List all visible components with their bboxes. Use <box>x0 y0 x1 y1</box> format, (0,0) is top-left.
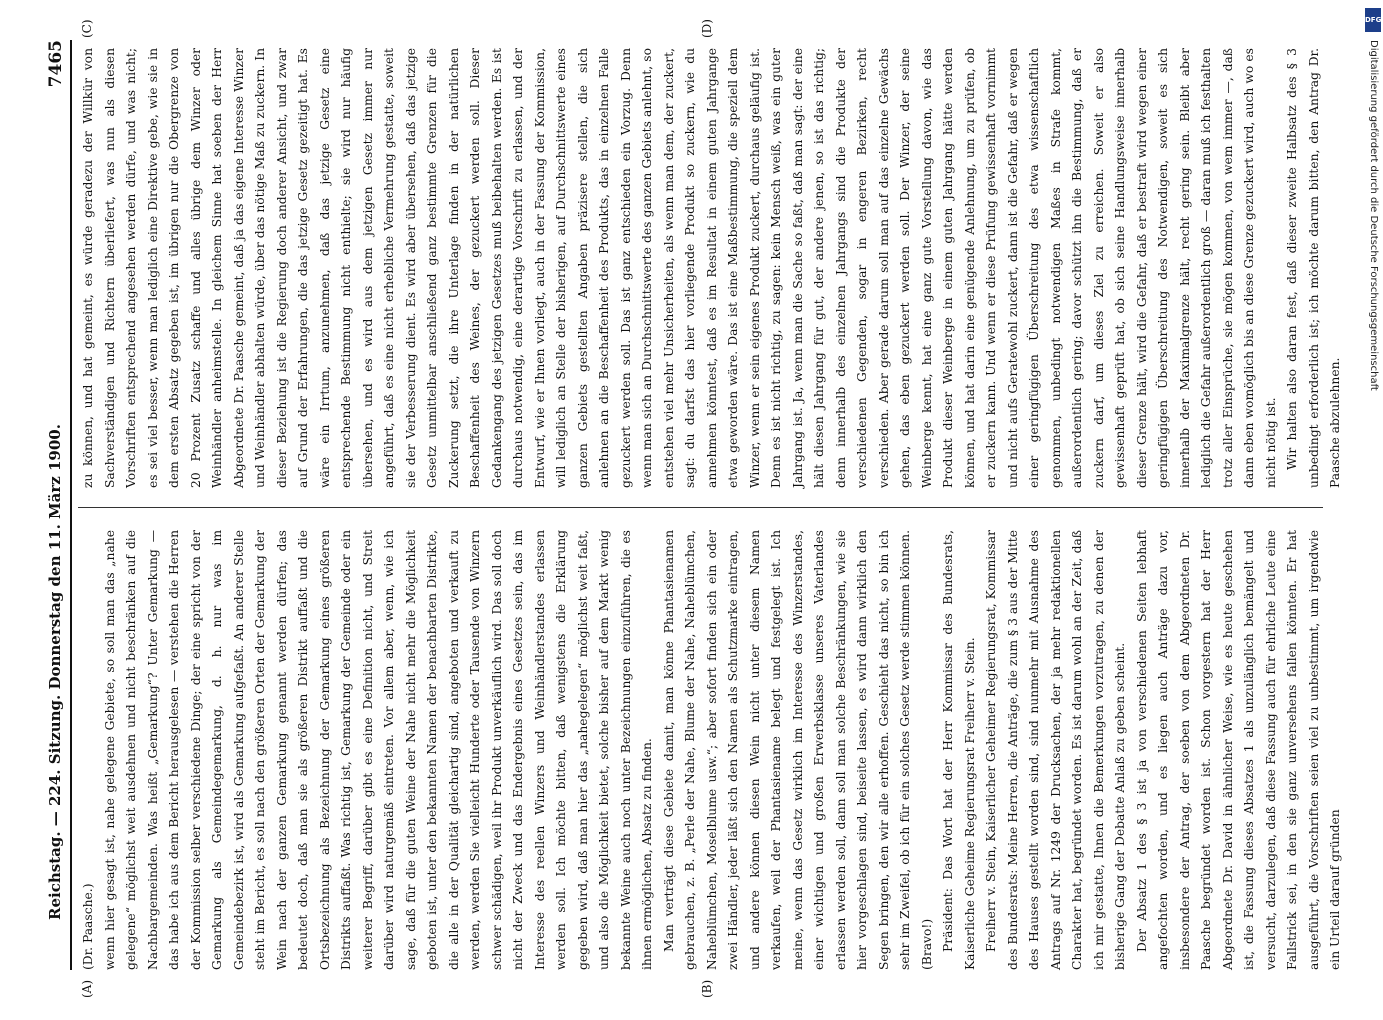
paragraph: wenn hier gesagt ist, nahe gelegene Gebiete, so soll man das „nahe gelegene“ möglichst weit ausdehnen und nicht beschränken auf die Nachbargemeinden. Was heißt „Gemarkung“? Unter Gemarkung — das habe ich aus dem Bericht herausgelesen — verstehen die Herren der Kommission selber verschiedene Dinge; der eine spricht von der Gemarkung als Gemeindegemarkung, d. h. nur was im Gemeindebezirk ist, wird als Gemarkung aufgefaßt. An anderer Stelle steht im Bericht, es soll nach den größeren Orten der Gemarkung der Wein nach der ganzen Gemarkung genannt werden dürfen; das bedeutet doch, daß man sie als größeren Distrikt auffaßt und die Ortsbezeichnung als Bezeichnung der Gemarkung eines größeren Distrikts auffaßt. Was richtig ist, Gemarkung der Gemeinde oder ein weiterer Begriff, darüber gibt es eine Definition nicht, und Streit darüber wird naturgemäß eintreten. Vor allem aber, wenn, wie ich sage, daß für die guten Weine der Nahe nicht mehr die Möglichkeit geboten ist, unter den bekannten Namen der benachbarten Distrikte, die alle in der Qualität gleichartig sind, angeboten und verkauft zu werden, werden Sie vielleicht Hunderte oder Tausende von Winzern schwer schädigen, weil ihr Produkt unverkäuflich wird. Das soll doch nicht der Zweck und das Endergebnis eines Gesetzes sein, das im Interesse des reellen Winzers und Weinhändlerstandes erlassen werden soll. Ich möchte bitten, daß wenigstens die Erklärung gegeben wird, daß man hier das „nahegelegen“ möglichst weit faßt, und also die Möglichkeit bietet, solche bisher auf dem Markt wenig bekannte Weine auch noch unter Bezeichnungen einzuführen, die es ihnen ermöglichen, Absatz zu finden. <box>102 530 654 970</box>
document-page <box>40 19 1360 998</box>
right-column <box>78 48 1347 488</box>
paragraph: zu können, und hat gemeint, es würde geradezu der Willkür von Sachverständigen und Richtern überliefert, was nun als diesen Vorschriften entsprechend angesehen werden dürfe, und was nicht; es sei viel besser, wenn man lediglich eine Direktive gebe, wie sie in dem ersten Absatz gegeben ist, im übrigen nur die Obergrenze von 20 Prozent Zusatz schaffe und alles übrige dem Winzer oder Weinhändler anheimstelle. In gleichem Sinne hat soeben der Herr Abgeordnete Dr. Paasche gemeint, daß ja das eigene Interesse Winzer und Weinhändler abhalten würde, über das nötige Maß zu zuckern. In dieser Beziehung ist die Regierung doch anderer Ansicht, und zwar auf Grund der Erfahrungen, die das jetzige Gesetz gezeitigt hat. Es wäre ein Irrtum, anzunehmen, daß das jetzige Gesetz eine entsprechende Bestimmung nicht enthielte; sie wird nur häufig übersehen, und es wird aus dem jetzigen Gesetz immer nur angeführt, daß es eine nicht erhebliche Vermehrung gestatte, soweit sie der Verbesserung dient. Es wird aber übersehen, daß das jetzige Gesetz unmittelbar anschließend ganz bestimmte Grenzen für die Zuckerung setzt, die ihre Unterlage finden in der natürlichen Beschaffenheit des Weines, der gezuckert werden soll. Dieser Gedankengang des jetzigen Gesetzes muß beibehalten werden. Es ist durchaus notwendig, eine derartige Vorschrift zu erlassen, und der Entwurf, wie er Ihnen vorliegt, auch in der Fassung der Kommission, will lediglich an Stelle der bisherigen, auf Durchschnittswerte eines ganzen Gebiets gestellten Angaben präzisere stellen, die sich anlehnen an die Beschaffenheit des Produkts, das in einzelnen Falle gezuckert werden soll. Das ist ganz entschieden ein Vorzug. Denn wenn man sich an Durchschnittswerte des ganzen Gebiets anlehnt, so entstehen viel mehr Unsicherheiten, als wenn man dem, der zuckert, sagt: du darfst das hier vorliegende Produkt so zuckern, wie du annehmen könntest, daß es im Resultat in einem guten Jahrgange etwa geworden wäre. Das ist eine Maßbestimmung, die speziell dem Winzer, wenn er sein eigenes Produkt zuckert, durchaus geläufig ist. Denn es ist nicht richtig, zu sagen: kein Mensch weiß, was ein guter Jahrgang ist. Ja, wenn man die Sache so faßt, daß man sagt: der eine hält diesen Jahrgang für gut, der andere jenen, so ist das richtig; denn innerhalb des einzelnen Jahrgangs sind die Produkte der verschiedenen Gegenden, sogar in engeren Bezirken, recht verschieden. Aber gerade darum soll man auf das einzelne Gewächs gehen, das eben gezuckert werden soll. Der Winzer, der seine Weinberge kennt, hat eine ganz gute Vorstellung davon, wie das Produkt dieser Weinberge in einem guten Jahrgang hätte werden können, und hat darin eine genügende Anlehnung, um zu prüfen, ob er zuckern kann. Und wenn er diese Prüfung gewissenhaft vornimmt und nicht aufs Geratewohl zuckert, dann ist die Gefahr, daß er wegen einer geringfügigen Überschreitung des etwa wissenschaftlich genommen, unbedingt notwendigen Maßes in Strafe kommt, außerordentlich gering; davor schützt ihn die Bestimmung, daß er zuckern darf, um dieses Ziel zu erreichen. Soweit er also gewissenhaft geprüft hat, ob sich seine Handlungsweise innerhalb dieser Grenze hält, wird die Gefahr, daß er bestraft wird wegen einer geringfügigen Überschreitung des Notwendigen, soweit es sich innerhalb der Maximalgrenze hält, recht gering sein. Bleibt aber lediglich die Gefahr außerordentlich groß — daran muß ich festhalten trotz aller Einsprüche, sie mögen kommen, von wem immer —, daß dann eben womöglich bis an diese Grenze gezuckert wird, auch wo es nicht nötig ist. <box>81 48 1278 488</box>
paragraph: Freiherr v. Stein, Kaiserlicher Geheimer Regierungsrat, Kommissar des Bundesrats: Meine Herren, die Anträge, die zum § 3 aus der Mitte des Hauses gestellt worden sind, sind nunmehr mit Ausnahme des Antrags auf Nr. 1249 der Drucksachen, der ja mehr redaktionellen Charakter hat, begründet worden. Es ist darum wohl an der Zeit, daß ich mir gestatte, Ihnen die Bemerkungen vorzutragen, zu denen der bisherige Gang der Debatte Anlaß zu geben scheint. <box>984 530 1127 970</box>
margin-marker-b: (B) <box>700 979 714 998</box>
page-header <box>40 40 70 970</box>
margin-marker-d: (D) <box>700 19 714 38</box>
paragraph: Man verträgt diese Gebiete damit, man könne Phantasienamen gebrauchen, z. B. „Perle der Nahe, Blume der Nahe, Naheblümchen, Naheblümchen, Moselblume usw.“; aber sofort finden sich ein oder zwei Händler, jeder läßt sich den Namen als Schutzmarke eintragen, und andere können diesen Wein nicht unter diesem Namen verkaufen, weil der Phantasiename belegt und festgelegt ist. Ich meine, wenn das Gesetz wirklich im Interesse des Winzerstandes, einer wichtigen und großen Erwerbsklasse unseres Vaterlandes erlassen werden soll, dann soll man solche Beschränkungen, wie sie hier vorgeschlagen sind, beiseite lassen, es wird dann wirklich den Segen bringen, den wir alle erhoffen. Geschieht das nicht, so bin ich sehr im Zweifel, ob ich für ein solches Gesetz werde stimmen können. (Bravo!) <box>661 530 934 970</box>
column-divider <box>78 507 1323 508</box>
dfg-logo-icon: DFG <box>1365 8 1381 32</box>
digitization-credit <box>1365 40 1379 1020</box>
margin-marker-c: (C) <box>80 19 94 38</box>
credit-text: Digitalisierung gefördert durch die Deutsche Forschungsgemeinschaft <box>1368 40 1379 391</box>
running-head: (Dr. Paasche.) <box>81 883 95 970</box>
paragraph: Wir halten also daran fest, daß dieser zweite Halbsatz des § 3 unbedingt erforderlich ist; ich möchte darum bitten, den Antrag Dr. Paasche abzulehnen. <box>1285 48 1342 488</box>
page-number: 7465 <box>46 40 66 88</box>
header-rule <box>70 40 72 970</box>
margin-marker-a: (A) <box>80 979 94 998</box>
paragraph: Präsident: Das Wort hat der Herr Kommissar des Bundesrats, Kaiserliche Geheime Regierungsrat Freiherr v. Stein. <box>941 530 977 970</box>
paragraph: Der Absatz 1 des § 3 ist ja von verschiedenen Seiten lebhaft angefochten worden, und es liegen auch Anträge dazu vor, insbesondere der Antrag, der soeben von dem Abgeordneten Dr. Paasche begründet worden ist. Schon vorgestern hat der Herr Abgeordnete Dr. David in ähnlicher Weise, wie es heute geschehen ist, die Fassung dieses Absatzes 1 als unzulänglich bemängelt und versucht, darzulegen, daß diese Fassung auch für ehrliche Leute eine Fallstrick sei, in den sie ganz unversehens fallen könnten. Er hat ausgeführt, die Vorschriften seien viel zu unbestimmt, um irgendwie ein Urteil darauf gründen <box>1134 530 1342 970</box>
header-title: Reichstag. — 224. Sitzung. Donnerstag den 11. März 1900. <box>46 424 64 920</box>
left-column <box>78 530 1347 970</box>
